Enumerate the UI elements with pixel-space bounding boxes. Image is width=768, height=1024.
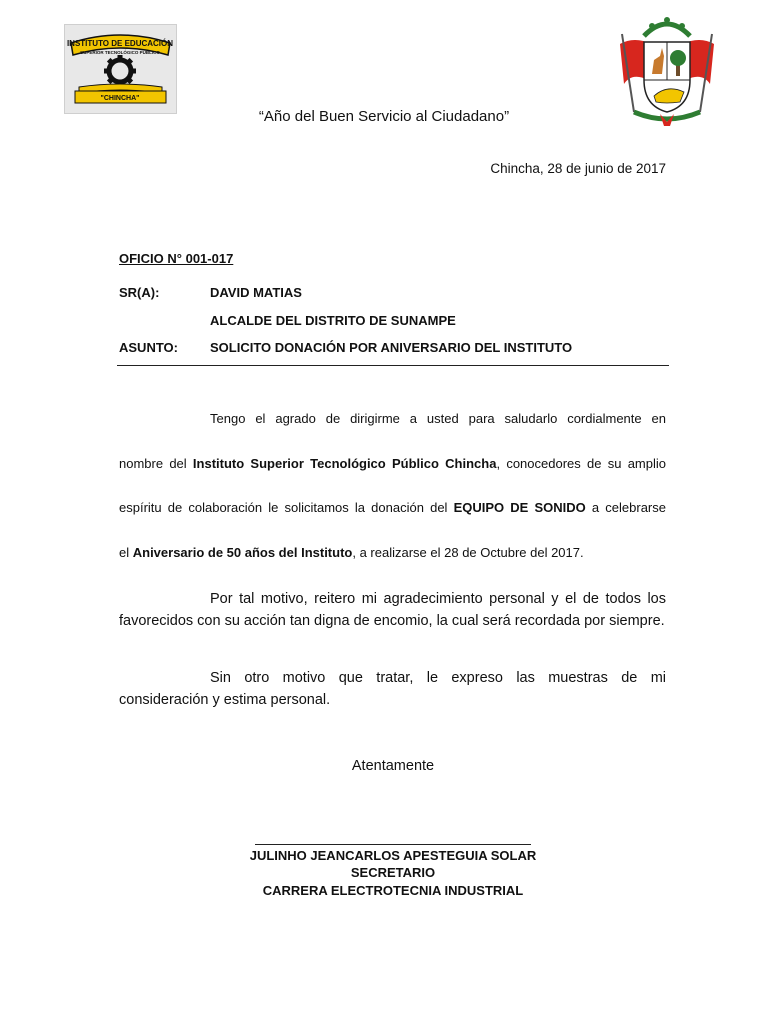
signer-name: JULINHO JEANCARLOS APESTEGUIA SOLAR xyxy=(249,848,537,863)
subject-label: ASUNTO: xyxy=(119,340,178,355)
institute-name: Instituto Superior Tecnológico Público Chincha xyxy=(192,456,497,471)
year-motto: “Año del Buen Servicio al Ciudadano” xyxy=(258,108,510,125)
gear-icon xyxy=(104,55,136,87)
subject-value: SOLICITO DONACIÓN POR ANIVERSARIO DEL INSTITUTO xyxy=(210,340,573,355)
body-line-2: nombre del Instituto Superior Tecnológico Público Chincha, conocedores de su amplio xyxy=(119,456,666,471)
body-line-1: Tengo el agrado de dirigirme a usted para saludarlo cordialmente en xyxy=(210,411,666,426)
signature-line xyxy=(255,844,531,845)
donation-item: EQUIPO DE SONIDO xyxy=(453,500,586,515)
body-paragraph-3: Sin otro motivo que tratar, le expreso las muestras de mi consideración y estima personal. xyxy=(119,670,666,708)
institute-logo xyxy=(64,24,177,114)
header-divider xyxy=(117,365,669,366)
body-line-3: espíritu de colaboración le solicitamos la donación del EQUIPO DE SONIDO a celebrarse xyxy=(119,500,666,515)
signer-role: SECRETARIO xyxy=(350,865,436,880)
place-and-date: Chincha, 28 de junio de 2017 xyxy=(490,161,666,176)
document-reference: OFICIO N° 001-017 xyxy=(119,251,234,266)
institute-emblem-icon xyxy=(65,25,176,113)
logo-banner-text: "CHINCHA" xyxy=(100,95,140,102)
anniversary-name: Aniversario de 50 años del Instituto xyxy=(132,545,353,560)
signer-department: CARRERA ELECTROTECNIA INDUSTRIAL xyxy=(262,883,524,898)
logo-sub-text: SUPERIOR TECNOLÓGICO PÚBLICO xyxy=(80,50,160,55)
closing-salutation: Atentamente xyxy=(351,758,435,774)
recipient-label: SR(A): xyxy=(119,285,160,300)
body-line-4: el Aniversario de 50 años del Instituto, a realizarse el 28 de Octubre del 2017. xyxy=(119,545,584,560)
recipient-title: ALCALDE DEL DISTRITO DE SUNAMPE xyxy=(210,313,456,328)
body-paragraph-2: Por tal motivo, reitero mi agradecimiento personal y el de todos los favorecidos con su acción tan digna de encomio, la cual será recordada por siempre. xyxy=(119,591,666,629)
recipient-name: DAVID MATIAS xyxy=(210,285,302,300)
logo-top-text: INSTITUTO DE EDUCACIÓN xyxy=(66,39,174,48)
